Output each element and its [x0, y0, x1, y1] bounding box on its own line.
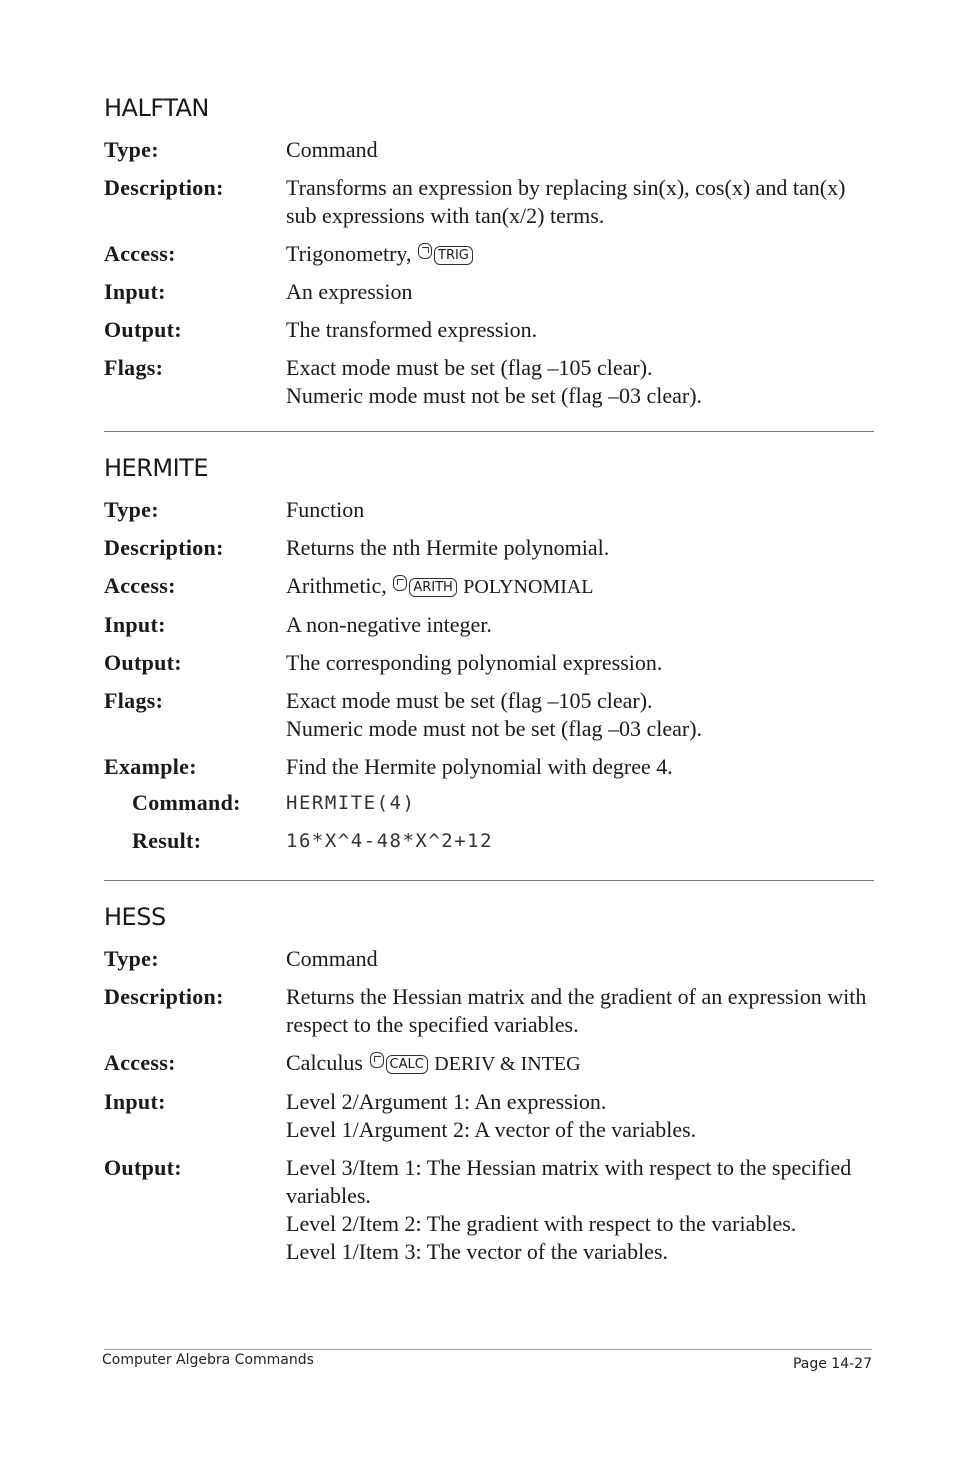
- field-label: Command:: [132, 790, 241, 815]
- field-value: [286, 1088, 874, 1144]
- field-access: [104, 572, 874, 601]
- field-label: Description:: [104, 175, 224, 200]
- output-line: Level 3/Item 1: The Hessian matrix with respect to the specified variables.: [286, 1155, 852, 1208]
- field-value: Function: [286, 497, 365, 522]
- page-number: Page 14-27: [792, 1356, 872, 1372]
- flags-line: Numeric mode must not be set (flag –03 clear).: [286, 383, 703, 408]
- field-label: Access:: [104, 1050, 176, 1075]
- field-description: [104, 174, 874, 230]
- field-access: [104, 240, 874, 268]
- field-value: [286, 687, 874, 743]
- field-label: Input:: [104, 1089, 166, 1114]
- input-line: Level 1/Argument 2: A vector of the variables.: [286, 1117, 697, 1142]
- field-value: Command: [286, 946, 378, 971]
- field-value: The corresponding polynomial expression.: [286, 650, 663, 675]
- entry-hess: [104, 897, 874, 1266]
- description-text: Transforms an expression by replacing sin(x), cos(x) and tan(x) sub expressions with tan(x/2) terms.: [286, 175, 846, 228]
- input-line: Level 2/Argument 1: An expression.: [286, 1089, 607, 1114]
- calc-key: CALC: [386, 1055, 428, 1074]
- right-shift-icon: [418, 243, 432, 259]
- field-label: Output:: [104, 317, 182, 342]
- field-input: [104, 611, 874, 639]
- arith-key: ARITH: [409, 578, 456, 597]
- field-label: Description:: [104, 535, 224, 560]
- field-value: [286, 240, 874, 268]
- menu-name: DERIV & INTEG: [434, 1053, 581, 1075]
- field-flags: [104, 354, 874, 410]
- field-description: [104, 534, 874, 562]
- field-value: [286, 1154, 874, 1266]
- field-label: Output:: [104, 650, 182, 675]
- field-example: [104, 753, 874, 781]
- field-value: 16*X^4-48*X^2+12: [286, 830, 494, 852]
- entry-hermite: [104, 448, 874, 855]
- footer-chapter-title: Computer Algebra Commands: [102, 1352, 314, 1368]
- field-type: [104, 496, 874, 524]
- entry-halftan: [104, 88, 874, 410]
- field-flags: [104, 687, 874, 743]
- flags-line: Exact mode must be set (flag –105 clear).: [286, 355, 653, 380]
- field-label: Type:: [104, 946, 159, 971]
- field-result: [104, 827, 874, 855]
- field-input: [104, 278, 874, 306]
- section-divider: [104, 431, 874, 432]
- section-divider: [104, 880, 874, 881]
- access-text: Calculus: [286, 1050, 363, 1075]
- field-access: [104, 1049, 874, 1078]
- field-label: Flags:: [104, 355, 164, 380]
- field-output: [104, 1154, 874, 1266]
- access-text: Trigonometry,: [286, 241, 412, 266]
- field-label: Example:: [104, 754, 197, 779]
- field-label: Type:: [104, 137, 159, 162]
- output-line: Level 1/Item 3: The vector of the variables.: [286, 1239, 669, 1264]
- field-output: [104, 649, 874, 677]
- field-value: [286, 1049, 874, 1078]
- access-text: Arithmetic,: [286, 573, 387, 598]
- field-value: HERMITE(4): [286, 792, 416, 814]
- field-command: [104, 789, 874, 817]
- field-value: Returns the Hessian matrix and the gradient of an expression with respect to the specified variables.: [286, 984, 867, 1037]
- field-description: [104, 983, 874, 1039]
- entry-title: HESS: [104, 903, 166, 931]
- field-label: Output:: [104, 1155, 182, 1180]
- field-output: [104, 316, 874, 344]
- entry-title: HERMITE: [104, 454, 208, 482]
- left-shift-icon: [370, 1052, 384, 1068]
- field-label: Input:: [104, 279, 166, 304]
- field-label: Input:: [104, 612, 166, 637]
- field-value: [286, 572, 874, 601]
- output-line: Level 2/Item 2: The gradient with respect to the variables.: [286, 1211, 797, 1236]
- field-label: Access:: [104, 241, 176, 266]
- field-value: Returns the nth Hermite polynomial.: [286, 535, 610, 560]
- field-input: [104, 1088, 874, 1144]
- field-label: Type:: [104, 497, 159, 522]
- field-label: Description:: [104, 984, 224, 1009]
- field-value: Command: [286, 137, 378, 162]
- menu-name: POLYNOMIAL: [463, 576, 594, 598]
- left-shift-icon: [393, 575, 407, 591]
- flags-line: Numeric mode must not be set (flag –03 clear).: [286, 716, 703, 741]
- footer-divider: [104, 1349, 872, 1350]
- field-label: Flags:: [104, 688, 164, 713]
- field-type: [104, 945, 874, 973]
- entry-title: HALFTAN: [104, 94, 209, 122]
- field-value: An expression: [286, 279, 413, 304]
- field-value: [286, 354, 874, 410]
- flags-line: Exact mode must be set (flag –105 clear).: [286, 688, 653, 713]
- field-value: A non-negative integer.: [286, 612, 492, 637]
- trig-key: TRIG: [434, 246, 473, 265]
- field-value: [286, 174, 874, 230]
- field-value: Find the Hermite polynomial with degree 4.: [286, 754, 673, 779]
- field-label: Access:: [104, 573, 176, 598]
- field-type: [104, 136, 874, 164]
- field-label: Result:: [132, 828, 202, 853]
- field-value: The transformed expression.: [286, 317, 538, 342]
